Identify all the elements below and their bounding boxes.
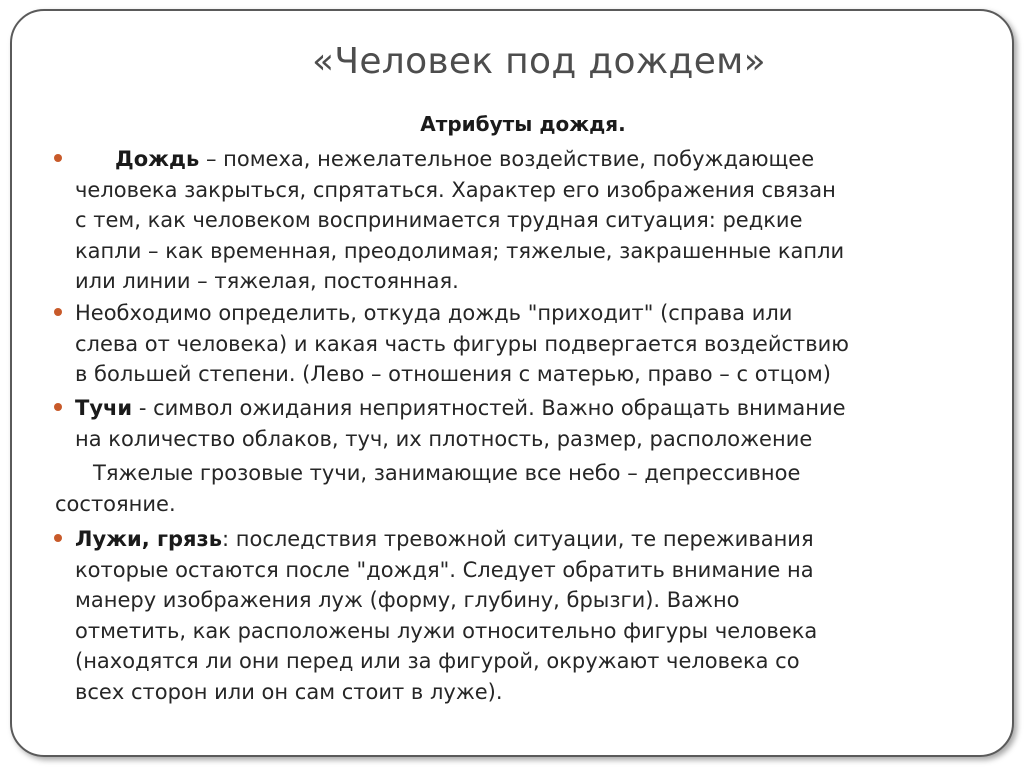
bullet-dot-icon (54, 534, 62, 542)
list-item-line: манеру изображения луж (форму, глубину, брызги). Важно (75, 588, 740, 612)
slide-subtitle: Атрибуты дождя. (420, 112, 626, 136)
bullet-dot-icon (54, 403, 62, 411)
bullet-dot-icon (54, 308, 62, 316)
list-item-line: Тучи - символ ожидания неприятностей. Важно обращать внимание (75, 396, 846, 420)
list-item-line: Необходимо определить, откуда дождь "приходит" (справа или (75, 301, 793, 325)
list-item-line: с тем, как человеком воспринимается трудная ситуация: редкие (75, 208, 803, 232)
slide-title: «Человек под дождем» (312, 41, 766, 82)
list-item-line: всех сторон или он сам стоит в луже). (75, 679, 503, 704)
list-item-line: Дождь – помеха, нежелательное воздействие, побуждающее (115, 147, 815, 171)
term-clouds: Тучи (75, 396, 133, 420)
paragraph-line: состояние. (55, 491, 176, 516)
list-item-line: (находятся ли они перед или за фигурой, окружают человека со (75, 649, 800, 673)
list-item-puddles (75, 524, 1010, 707)
list-item-line: человека закрыться, спрятаться. Характер его изображения связан (75, 177, 836, 202)
list-item-clouds (75, 393, 1010, 454)
paragraph-line: Тяжелые грозовые тучи, занимающие все небо – депрессивное (93, 461, 801, 485)
list-item-line: в большей степени. (Лево – отношения с матерью, право – с отцом) (75, 362, 831, 386)
bullet-dot-icon (54, 154, 62, 162)
list-item-line: Лужи, грязь: последствия тревожной ситуации, те переживания (75, 527, 814, 551)
list-item-line: на количество облаков, туч, их плотность, размер, расположение (75, 426, 813, 451)
term-rain: Дождь (115, 147, 200, 171)
list-item-line: слева от человека) и какая часть фигуры подвергается воздействию (75, 331, 849, 356)
list-item-line: или линии – тяжелая, постоянная. (75, 269, 459, 293)
list-item-rain (75, 144, 1010, 297)
list-item-direction (75, 298, 1010, 390)
list-item-line: отметить, как расположены лужи относительно фигуры человека (75, 618, 818, 643)
paragraph-storm-clouds (55, 458, 990, 519)
list-item-line: которые остаются после "дождя". Следует обратить внимание на (75, 557, 814, 582)
list-item-line: капли – как временная, преодолимая; тяжелые, закрашенные капли (75, 238, 845, 263)
term-puddles: Лужи, грязь (75, 527, 222, 551)
